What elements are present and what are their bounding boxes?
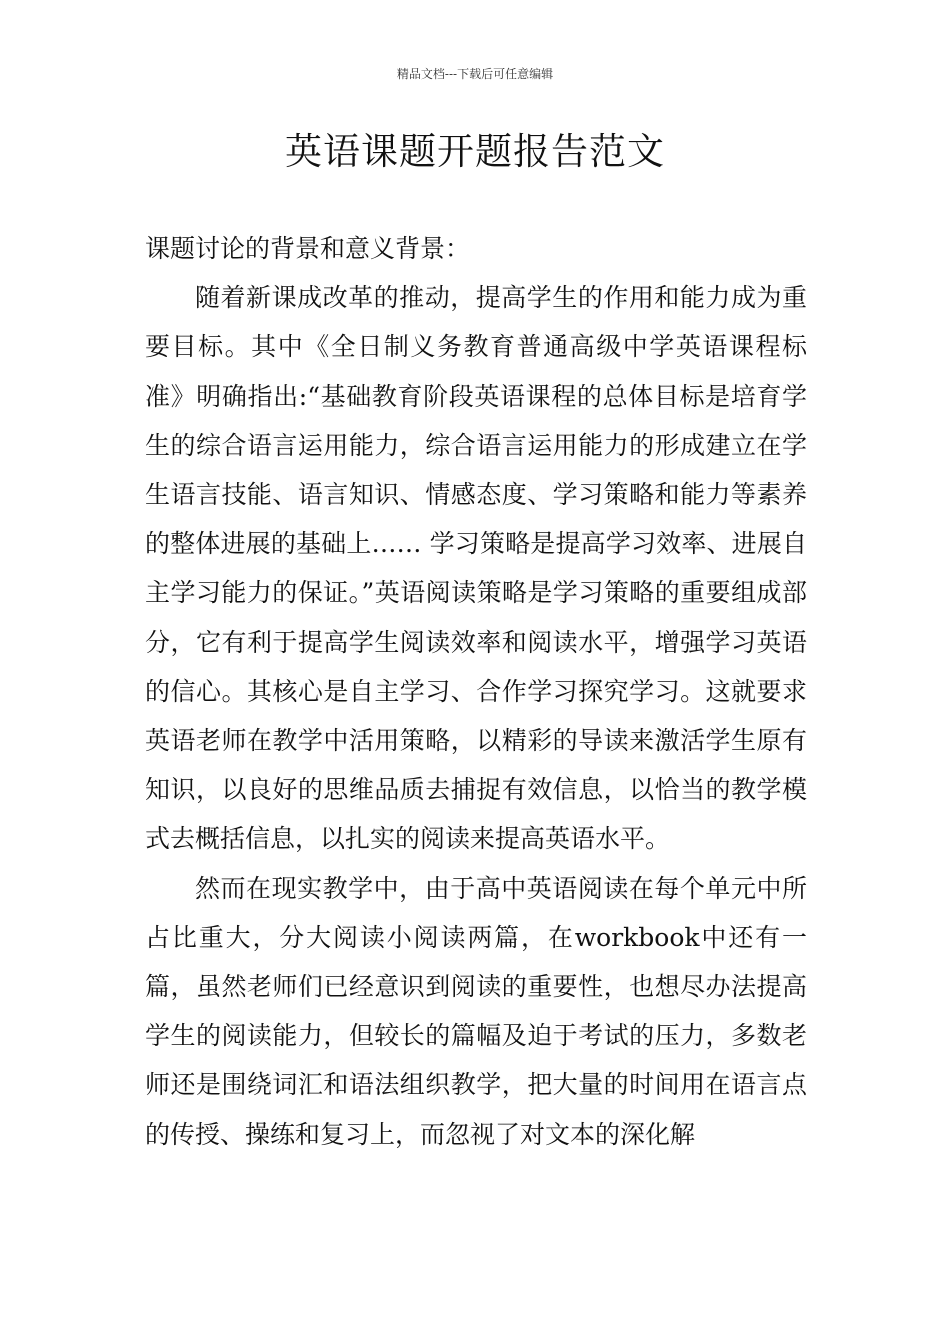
paragraph: 随着新课成改革的推动，提高学生的作用和能力成为重要目标。其中《全日制义务教育普通高级中学英语课程标准》明确指出:“基础教育阶段英语课程的总体目标是培育学生的综合语言运用能力，综合语言运用能力的形成建立在学生语言技能、语言知识、情感态度、学习策略和能力等素养的整体进展的基础上…… 学习策略是提高学习效率、进展自主学习能力的保证。”英语阅读策略是学习策略的重要组成部分，它有利于提高学生阅读效率和阅读水平，增强学习英语的信心。其核心是自主学习、合作学习探究学习。这就要求英语老师在教学中活用策略，以精彩的导读来激活学生原有知识，以良好的思维品质去捕捉有效信息，以恰当的教学模式去概括信息，以扎实的阅读来提高英语水平。 <box>145 283 807 854</box>
paragraph: 然而在现实教学中，由于高中英语阅读在每个单元中所占比重大，分大阅读小阅读两篇，在workbook中还有一篇，虽然老师们已经意识到阅读的重要性，也想尽办法提高学生的阅读能力，但较长的篇幅及迫于考试的压力，多数老师还是围绕词汇和语法组织教学，把大量的时间用在语言点的传授、操练和复习上，而忽视了对文本的深化解 <box>145 873 807 1149</box>
header-note: 精品文档---下载后可任意编辑 <box>396 67 554 81</box>
document-body <box>145 224 807 1159</box>
section-heading: 课题讨论的背景和意义背景： <box>145 234 471 263</box>
document-title: 英语课题开题报告范文 <box>285 130 665 173</box>
